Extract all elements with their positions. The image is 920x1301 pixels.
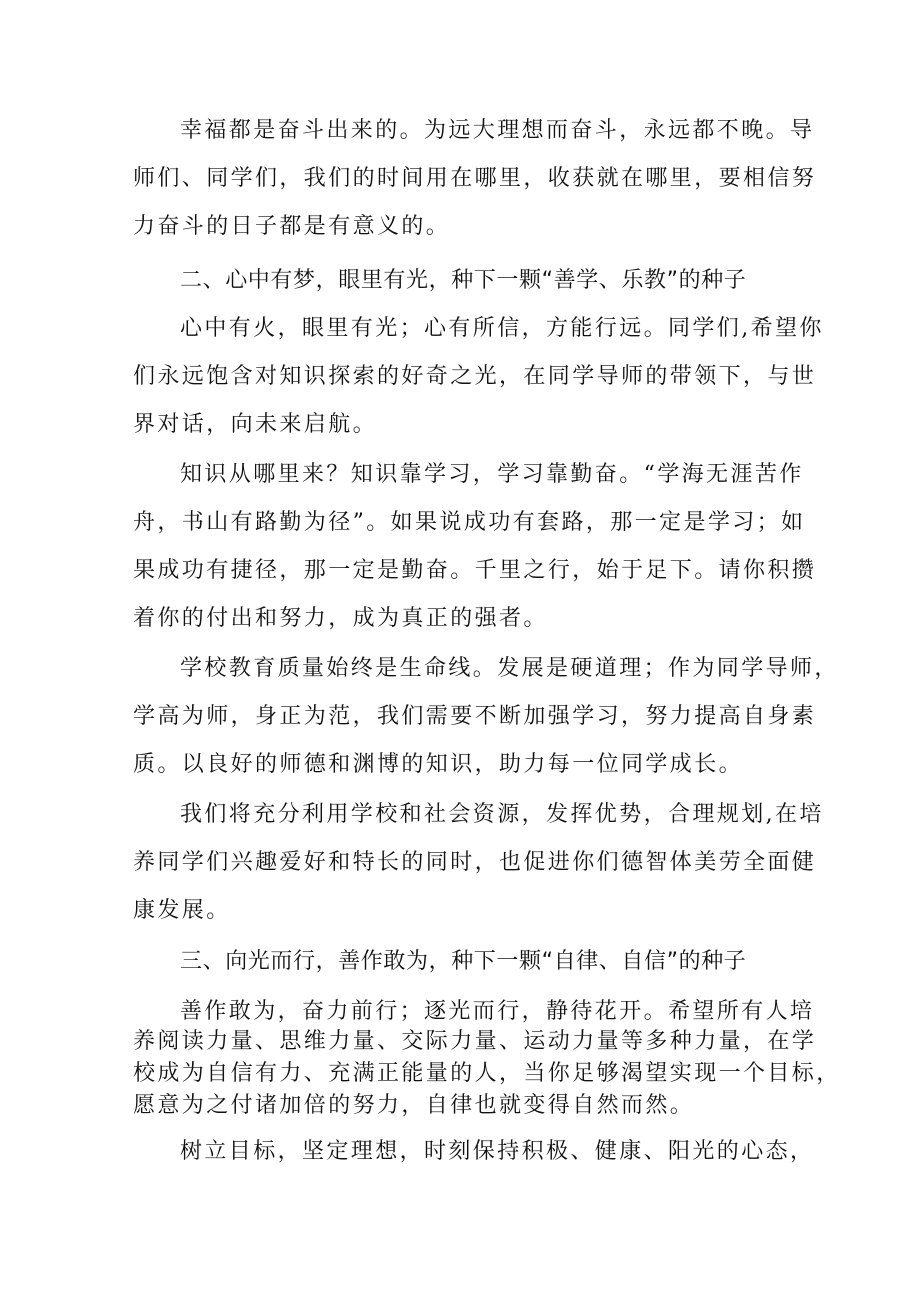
paragraph-line: 学校教育质量始终是生命线。发展是硬道理；作为同学导师，: [180, 656, 839, 681]
paragraph-line: 们永远饱含对知识探索的好奇之光，在同学导师的带领下，与世: [133, 364, 817, 389]
paragraph-line: 养阅读力量、思维力量、交际力量、运动力量等多种力量，在学: [133, 1029, 817, 1054]
paragraph-line: 舟，书山有路勤为径”。如果说成功有套路，那一定是学习；如: [133, 510, 806, 535]
section-heading: 三、向光而行，善作敢为，种下一颗“自律、自信”的种子: [180, 949, 747, 974]
paragraph-line: 养同学们兴趣爱好和特长的同时，也促进你们德智体美劳全面健: [133, 850, 817, 875]
paragraph-line: 果成功有捷径，那一定是勤奋。千里之行，始于足下。请你积攒: [133, 558, 817, 583]
paragraph-line: 着你的付出和努力，成为真正的强者。: [133, 606, 548, 631]
paragraph-line: 我们将充分利用学校和社会资源，发挥优势，合理规划,在培: [180, 802, 824, 827]
paragraph-line: 愿意为之付诸加倍的努力，自律也就变得自然而然。: [133, 1093, 695, 1118]
paragraph-line: 力奋斗的日子都是有意义的。: [133, 214, 451, 239]
paragraph-line: 学高为师，身正为范，我们需要不断加强学习，努力提高自身素: [133, 704, 817, 729]
paragraph-line: 界对话，向未来启航。: [133, 412, 378, 437]
paragraph-line: 师们、同学们，我们的时间用在哪里，收获就在哪里，要相信努: [133, 166, 817, 191]
section-heading: 二、心中有梦，眼里有光，种下一颗“善学、乐教”的种子: [180, 268, 747, 293]
paragraph-line: 质。以良好的师德和渊博的知识，助力每一位同学成长。: [133, 752, 744, 777]
paragraph-line: 幸福都是奋斗出来的。为远大理想而奋斗，永远都不晚。导: [180, 118, 815, 143]
paragraph-line: 树立目标，坚定理想，时刻保持积极、健康、阳光的心态，: [180, 1139, 815, 1164]
paragraph-line: 康发展。: [133, 898, 231, 923]
paragraph-line: 善作敢为，奋力前行；逐光而行，静待花开。希望所有人培: [180, 999, 815, 1024]
paragraph-line: 心中有火，眼里有光；心有所信，方能行远。同学们,希望你: [180, 316, 824, 341]
paragraph-line: 知识从哪里来？知识靠学习，学习靠勤奋。“学海无涯苦作: [180, 462, 804, 487]
paragraph-line: 校成为自信有力、充满正能量的人，当你足够渴望实现一个目标，: [133, 1061, 841, 1086]
